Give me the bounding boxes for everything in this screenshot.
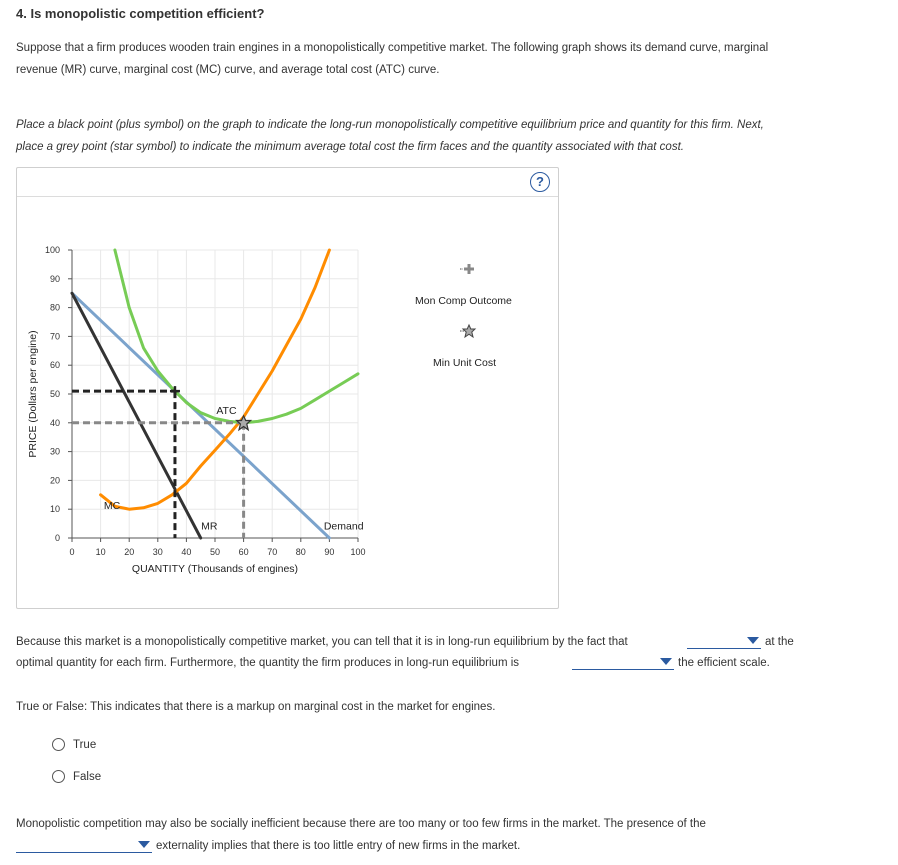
- tick-label-x: 50: [209, 547, 221, 557]
- radio-button[interactable]: [52, 770, 65, 783]
- tick-label-x: 30: [152, 547, 163, 557]
- chevron-down-icon: [138, 841, 150, 848]
- tick-label-y: 10: [49, 504, 60, 515]
- tick-label-y: 50: [49, 389, 60, 399]
- tick-label-x: 10: [95, 547, 106, 557]
- tick-label-x: 60: [238, 547, 249, 557]
- tick-label-y: 30: [49, 446, 60, 457]
- tick-label-x: 40: [181, 547, 192, 557]
- q2-dropdown-2[interactable]: [572, 655, 674, 670]
- tick-label-y: 40: [49, 417, 60, 428]
- tick-label-y: 70: [49, 331, 60, 342]
- tick-label-x: 20: [124, 547, 135, 557]
- q2-text-2b: the efficient scale.: [678, 657, 770, 669]
- intro-line-1: Suppose that a firm produces wooden train engines in a monopolistically competitive market. The following graph shows its demand curve, marginal: [16, 42, 769, 54]
- question-title: 4. Is monopolistic competition efficient?: [16, 6, 265, 21]
- curve-label-demand: Demand: [323, 520, 364, 533]
- graph-panel: [16, 167, 559, 609]
- tick-label-y: 100: [44, 245, 60, 255]
- curve-label-atc: ATC: [216, 405, 237, 418]
- tick-label-y: 60: [49, 360, 60, 371]
- chevron-down-icon: [660, 658, 672, 665]
- tick-label-x: 70: [267, 547, 278, 557]
- tick-label-y: 20: [49, 475, 60, 486]
- legend-plus-icon[interactable]: [460, 264, 474, 274]
- legend-star-icon[interactable]: [460, 325, 475, 337]
- tick-label-x: 0: [69, 547, 75, 557]
- tick-label-x: 90: [324, 547, 335, 557]
- legend-label-min-unit-cost: Min Unit Cost: [433, 357, 497, 369]
- radio-option-true[interactable]: [52, 738, 96, 751]
- instruction-line-2: place a grey point (star symbol) to indicate the minimum average total cost the firm faces and the quantity associated with that cost.: [16, 141, 684, 153]
- tick-label-x: 80: [295, 547, 306, 557]
- help-button[interactable]: ?: [530, 172, 550, 192]
- legend-label-mon-comp: Mon Comp Outcome: [415, 295, 512, 307]
- intro-paragraph: [16, 37, 876, 81]
- x-axis-label: QUANTITY (Thousands of engines): [131, 563, 299, 575]
- radio-button[interactable]: [52, 738, 65, 751]
- tick-label-y: 80: [49, 302, 60, 313]
- curve-label-mr: MR: [201, 520, 218, 533]
- radio-label-true: True: [73, 738, 97, 751]
- q4-text-1: Monopolistic competition may also be socially inefficient because there are too many or too few firms in the market. The presence of the: [16, 818, 706, 830]
- q2-text-2a: optimal quantity for each firm. Furthermore, the quantity the firm produces in long-run equilibrium is: [16, 657, 520, 669]
- instruction-line-1: Place a black point (plus symbol) on the graph to indicate the long-run monopolistically competitive equilibrium price and quantity for this firm. Next,: [16, 119, 764, 131]
- instruction-paragraph: [16, 114, 876, 158]
- tick-label-y: 90: [49, 273, 60, 284]
- q3-prompt: True or False: This indicates that there is a markup on marginal cost in the market for engines.: [16, 701, 496, 713]
- tick-label-x: 100: [350, 547, 366, 557]
- q2-dropdown-1[interactable]: [687, 634, 761, 649]
- y-axis-label: PRICE (Dollars per engine): [27, 330, 39, 458]
- radio-label-false: False: [73, 770, 102, 783]
- intro-line-2: revenue (MR) curve, marginal cost (MC) curve, and average total cost (ATC) curve.: [16, 64, 440, 76]
- radio-option-false[interactable]: [52, 770, 101, 783]
- q2-text-1b: at the: [765, 636, 794, 648]
- tick-label-y: 0: [54, 533, 60, 543]
- curve-label-mc: MC: [103, 500, 121, 513]
- q4-text-2: externality implies that there is too little entry of new firms in the market.: [156, 840, 521, 852]
- q4-dropdown[interactable]: [16, 838, 152, 853]
- grid: [72, 250, 358, 538]
- q2-text-1a: Because this market is a monopolistically competitive market, you can tell that it is in long-run equilibrium by the fact that: [16, 636, 628, 648]
- chart-canvas[interactable]: [17, 168, 558, 608]
- chevron-down-icon: [747, 637, 759, 644]
